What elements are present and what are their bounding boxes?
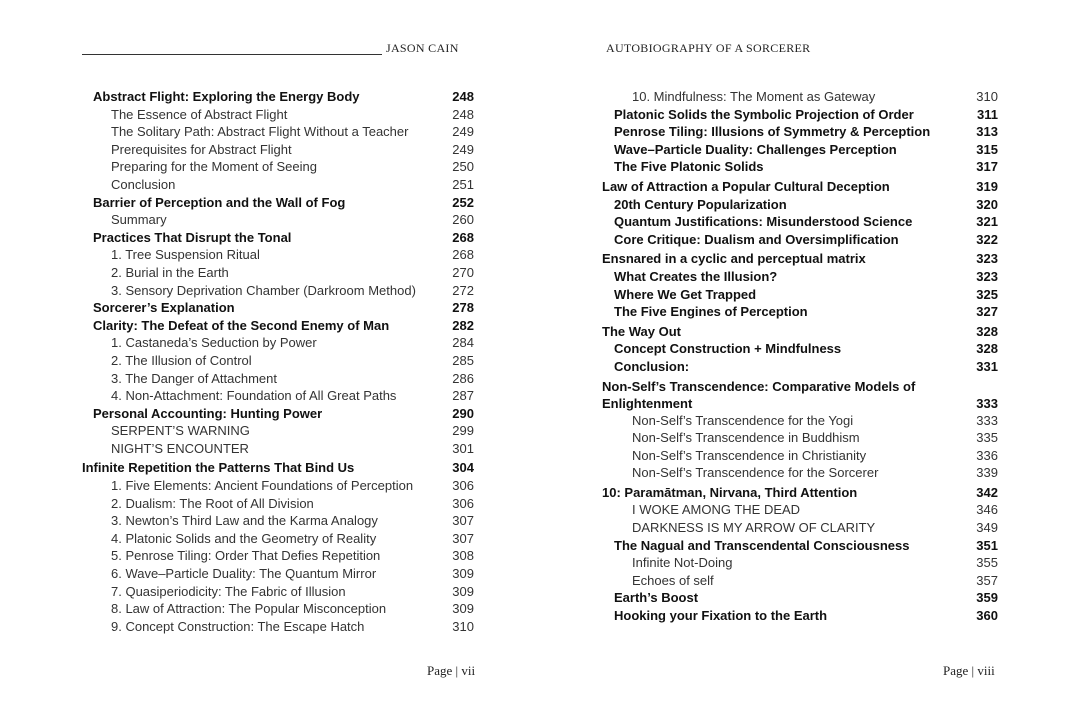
toc-entry[interactable] — [602, 378, 998, 412]
toc-entry-title: 10: Paramātman, Nirvana, Third Attention — [602, 484, 858, 500]
toc-entry[interactable] — [82, 459, 474, 477]
toc-entry[interactable] — [82, 299, 474, 317]
toc-entry-title: Non-Self’s Transcendence: Comparative Models of Enlightenment — [602, 378, 916, 411]
toc-entry-page-number: 306 — [452, 495, 474, 511]
toc-entry[interactable] — [602, 88, 998, 106]
toc-entry[interactable] — [82, 547, 474, 565]
toc-entry-page-number: 304 — [452, 460, 474, 476]
toc-entry-title: The Solitary Path: Abstract Flight Without a Teacher — [111, 124, 409, 140]
toc-entry[interactable] — [82, 530, 474, 548]
toc-entry[interactable] — [602, 178, 998, 196]
toc-entry[interactable] — [602, 231, 998, 249]
toc-entry-page-number: 359 — [976, 590, 998, 606]
toc-entry-title: Conclusion: — [614, 358, 690, 374]
toc-entry[interactable] — [82, 370, 474, 388]
toc-entry-page-number: 323 — [976, 251, 998, 267]
toc-entry[interactable] — [82, 229, 474, 247]
toc-entry[interactable] — [82, 600, 474, 618]
toc-entry-title: Sorcerer’s Explanation — [93, 300, 235, 316]
toc-entry-page-number: 286 — [452, 370, 474, 386]
toc-entry-title: Non-Self’s Transcendence for the Sorcerer — [632, 465, 879, 481]
toc-entry[interactable] — [82, 495, 474, 513]
toc-entry-title: 3. Newton’s Third Law and the Karma Analogy — [111, 513, 378, 529]
toc-entry[interactable] — [82, 334, 474, 352]
toc-entry[interactable] — [82, 565, 474, 583]
toc-entry[interactable] — [602, 501, 998, 519]
toc-entry-title: 1. Five Elements: Ancient Foundations of Perception — [111, 478, 414, 494]
toc-entry-page-number: 308 — [452, 548, 474, 564]
toc-entry[interactable] — [82, 176, 474, 194]
toc-entry-title: Penrose Tiling: Illusions of Symmetry & Perception — [614, 124, 931, 140]
toc-entry[interactable] — [602, 123, 998, 141]
toc-entry-page-number: 321 — [976, 214, 998, 230]
toc-entry-page-number: 309 — [452, 583, 474, 599]
toc-entry-title: I WOKE AMONG THE DEAD — [632, 502, 801, 518]
toc-entry[interactable] — [602, 519, 998, 537]
toc-entry-title: 5. Penrose Tiling: Order That Defies Repetition — [111, 548, 381, 564]
running-header-author: JASON CAIN — [386, 41, 459, 55]
toc-entry-page-number: 331 — [976, 358, 998, 374]
toc-entry-page-number: 336 — [976, 447, 998, 463]
toc-entry-title: Core Critique: Dualism and Oversimplification — [614, 231, 899, 247]
toc-entry[interactable] — [82, 88, 474, 106]
toc-entry-title: Infinite Not-Doing — [632, 555, 733, 571]
toc-entry-page-number: 307 — [452, 530, 474, 546]
toc-entry-title: 2. Dualism: The Root of All Division — [111, 495, 314, 511]
toc-entry-title: 9. Concept Construction: The Escape Hatch — [111, 618, 365, 634]
toc-entry[interactable] — [602, 429, 998, 447]
toc-entry[interactable] — [602, 196, 998, 214]
toc-entry[interactable] — [602, 286, 998, 304]
toc-entry-title: The Way Out — [602, 323, 681, 339]
toc-entry[interactable] — [82, 158, 474, 176]
toc-entry[interactable] — [602, 358, 998, 376]
toc-entry-title: 1. Tree Suspension Ritual — [111, 247, 260, 263]
toc-entry-page-number: 309 — [452, 566, 474, 582]
toc-entry-title: Non-Self’s Transcendence for the Yogi — [632, 412, 854, 428]
toc-entry-page-number: 248 — [452, 89, 474, 104]
toc-entry-title: 3. The Danger of Attachment — [111, 370, 277, 386]
page-number-footer: Page | viii — [943, 663, 995, 678]
toc-entry[interactable] — [82, 352, 474, 370]
toc-entry-page-number: 357 — [976, 572, 998, 588]
toc-left-column — [82, 88, 474, 635]
toc-entry[interactable] — [82, 512, 474, 530]
toc-entry-title: The Five Platonic Solids — [614, 159, 764, 175]
toc-entry-title: Preparing for the Moment of Seeing — [111, 159, 317, 175]
toc-entry-page-number: 268 — [452, 247, 474, 263]
toc-entry-title: The Five Engines of Perception — [614, 304, 808, 320]
toc-entry-page-number: 327 — [976, 304, 998, 320]
toc-entry[interactable] — [82, 282, 474, 300]
toc-entry-page-number: 285 — [452, 352, 474, 368]
toc-entry[interactable] — [602, 412, 998, 430]
toc-entry-page-number: 333 — [976, 395, 998, 411]
toc-entry-page-number: 328 — [976, 323, 998, 339]
toc-entry-title: NIGHT’S ENCOUNTER — [111, 440, 249, 456]
toc-entry-page-number: 278 — [452, 300, 474, 316]
toc-entry[interactable] — [602, 447, 998, 465]
toc-entry-title: 8. Law of Attraction: The Popular Misconception — [111, 601, 387, 617]
toc-entry-page-number: 260 — [452, 212, 474, 228]
toc-entry-title: 4. Platonic Solids and the Geometry of Reality — [111, 530, 377, 546]
toc-entry-title: 2. The Illusion of Control — [111, 352, 252, 368]
toc-entry-page-number: 351 — [976, 537, 998, 553]
header-rule — [82, 54, 382, 55]
toc-entry-page-number: 360 — [976, 608, 998, 624]
toc-entry[interactable] — [82, 477, 474, 495]
toc-entry-title: Echoes of self — [632, 572, 714, 588]
toc-entry-page-number: 335 — [976, 430, 998, 446]
toc-entry-page-number: 282 — [452, 317, 474, 333]
toc-entry[interactable] — [602, 213, 998, 231]
toc-entry-page-number: 349 — [976, 520, 998, 536]
toc-entry[interactable] — [602, 158, 998, 176]
toc-entry-title: 7. Quasiperiodicity: The Fabric of Illusion — [111, 583, 346, 599]
toc-entry-page-number: 290 — [452, 405, 474, 421]
toc-entry-title: Non-Self’s Transcendence in Buddhism — [632, 430, 860, 446]
toc-entry[interactable] — [602, 589, 998, 607]
toc-entry[interactable] — [602, 464, 998, 482]
toc-entry[interactable] — [602, 484, 998, 502]
toc-entry-page-number: 315 — [976, 141, 998, 157]
toc-entry[interactable] — [82, 106, 474, 124]
toc-entry-page-number: 313 — [976, 124, 998, 140]
toc-entry-page-number: 333 — [976, 412, 998, 428]
toc-entry-page-number: 317 — [976, 159, 998, 175]
toc-entry[interactable] — [82, 387, 474, 405]
toc-entry-page-number: 328 — [976, 341, 998, 357]
toc-entry-title: Quantum Justifications: Misunderstood Science — [614, 214, 913, 230]
toc-entry-title: 1. Castaneda’s Seduction by Power — [111, 335, 317, 351]
toc-entry-title: Where We Get Trapped — [614, 286, 757, 302]
toc-entry-page-number: 307 — [452, 513, 474, 529]
toc-entry-page-number: 309 — [452, 601, 474, 617]
toc-entry-title: Non-Self’s Transcendence in Christianity — [632, 447, 867, 463]
toc-entry-page-number: 346 — [976, 502, 998, 518]
toc-entry-page-number: 268 — [452, 229, 474, 245]
toc-entry-page-number: 299 — [452, 423, 474, 439]
toc-entry-page-number: 339 — [976, 465, 998, 481]
toc-entry-title: Law of Attraction a Popular Cultural Deception — [602, 178, 890, 194]
toc-entry-page-number: 252 — [452, 194, 474, 210]
toc-entry-title: Practices That Disrupt the Tonal — [93, 229, 292, 245]
toc-entry-page-number: 311 — [977, 106, 998, 122]
toc-entry[interactable] — [82, 583, 474, 601]
toc-entry-page-number: 306 — [452, 478, 474, 494]
toc-entry-title: 10. Mindfulness: The Moment as Gateway — [632, 89, 876, 104]
toc-entry-title: 3. Sensory Deprivation Chamber (Darkroom Method) — [111, 282, 416, 298]
toc-entry[interactable] — [82, 422, 474, 440]
toc-entry[interactable] — [82, 264, 474, 282]
toc-entry-title: Infinite Repetition the Patterns That Bind Us — [82, 460, 355, 476]
toc-entry-title: Platonic Solids the Symbolic Projection of Order — [614, 106, 914, 122]
toc-entry-title: Earth’s Boost — [614, 590, 699, 606]
toc-entry[interactable] — [602, 572, 998, 590]
toc-entry-title: 6. Wave–Particle Duality: The Quantum Mirror — [111, 566, 377, 582]
toc-entry-page-number: 272 — [452, 282, 474, 298]
toc-entry[interactable] — [82, 194, 474, 212]
toc-entry[interactable] — [82, 440, 474, 458]
toc-entry-title: DARKNESS IS MY ARROW OF CLARITY — [632, 520, 876, 536]
toc-entry[interactable] — [602, 607, 998, 625]
right-page — [540, 0, 1080, 720]
toc-entry-title: Abstract Flight: Exploring the Energy Body — [93, 89, 360, 104]
toc-entry-page-number: 323 — [976, 268, 998, 284]
toc-entry[interactable] — [602, 106, 998, 124]
toc-entry-title: SERPENT’S WARNING — [111, 423, 250, 439]
toc-entry-page-number: 342 — [976, 484, 998, 500]
toc-right-column — [602, 88, 998, 625]
toc-entry-title: 20th Century Popularization — [614, 196, 787, 212]
toc-entry-page-number: 287 — [452, 388, 474, 404]
toc-entry-title: Wave–Particle Duality: Challenges Perception — [614, 141, 897, 157]
toc-entry-page-number: 301 — [452, 440, 474, 456]
toc-entry-page-number: 322 — [976, 231, 998, 247]
toc-entry-title: 4. Non-Attachment: Foundation of All Great Paths — [111, 388, 397, 404]
toc-entry-title: Conclusion — [111, 176, 176, 192]
toc-entry-page-number: 249 — [452, 141, 474, 157]
toc-entry-title: 2. Burial in the Earth — [111, 264, 229, 280]
toc-entry[interactable] — [82, 317, 474, 335]
toc-entry-page-number: 251 — [452, 176, 474, 192]
toc-entry[interactable] — [82, 123, 474, 141]
toc-entry[interactable] — [82, 618, 474, 636]
page-number-footer: Page | vii — [427, 663, 476, 678]
toc-entry-title: Barrier of Perception and the Wall of Fog — [93, 194, 346, 210]
toc-entry[interactable] — [602, 340, 998, 358]
toc-entry-title: The Essence of Abstract Flight — [111, 106, 288, 122]
running-header-title: AUTOBIOGRAPHY OF A SORCERER — [606, 41, 811, 55]
toc-entry[interactable] — [82, 211, 474, 229]
toc-entry[interactable] — [82, 246, 474, 264]
toc-entry-page-number: 248 — [452, 106, 474, 122]
toc-entry-title: Personal Accounting: Hunting Power — [93, 405, 323, 421]
toc-entry-title: The Nagual and Transcendental Consciousness — [614, 537, 910, 553]
toc-entry-page-number: 325 — [976, 286, 998, 302]
toc-entry-page-number: 310 — [976, 89, 998, 104]
toc-entry-title: Clarity: The Defeat of the Second Enemy of Man — [93, 317, 390, 333]
toc-entry-title: Summary — [111, 212, 167, 228]
toc-entry-page-number: 270 — [452, 264, 474, 280]
toc-entry[interactable] — [602, 250, 998, 268]
toc-entry[interactable] — [602, 554, 998, 572]
toc-entry-page-number: 319 — [976, 178, 998, 194]
toc-entry-title: Ensnared in a cyclic and perceptual matrix — [602, 251, 866, 267]
toc-entry-page-number: 284 — [452, 335, 474, 351]
toc-entry[interactable] — [82, 141, 474, 159]
toc-entry[interactable] — [602, 323, 998, 341]
toc-entry[interactable] — [82, 405, 474, 423]
toc-entry-title: Prerequisites for Abstract Flight — [111, 141, 292, 157]
toc-entry-page-number: 355 — [976, 555, 998, 571]
toc-entry[interactable] — [602, 268, 998, 286]
toc-entry[interactable] — [602, 141, 998, 159]
toc-entry-title: What Creates the Illusion? — [614, 268, 778, 284]
toc-entry[interactable] — [602, 303, 998, 321]
toc-entry-page-number: 310 — [452, 618, 474, 634]
toc-entry-page-number: 320 — [976, 196, 998, 212]
toc-entry-page-number: 250 — [452, 159, 474, 175]
toc-entry-page-number: 249 — [452, 124, 474, 140]
toc-entry[interactable] — [602, 537, 998, 555]
toc-entry-title: Hooking your Fixation to the Earth — [614, 608, 828, 624]
toc-entry-title: Concept Construction + Mindfulness — [614, 341, 842, 357]
